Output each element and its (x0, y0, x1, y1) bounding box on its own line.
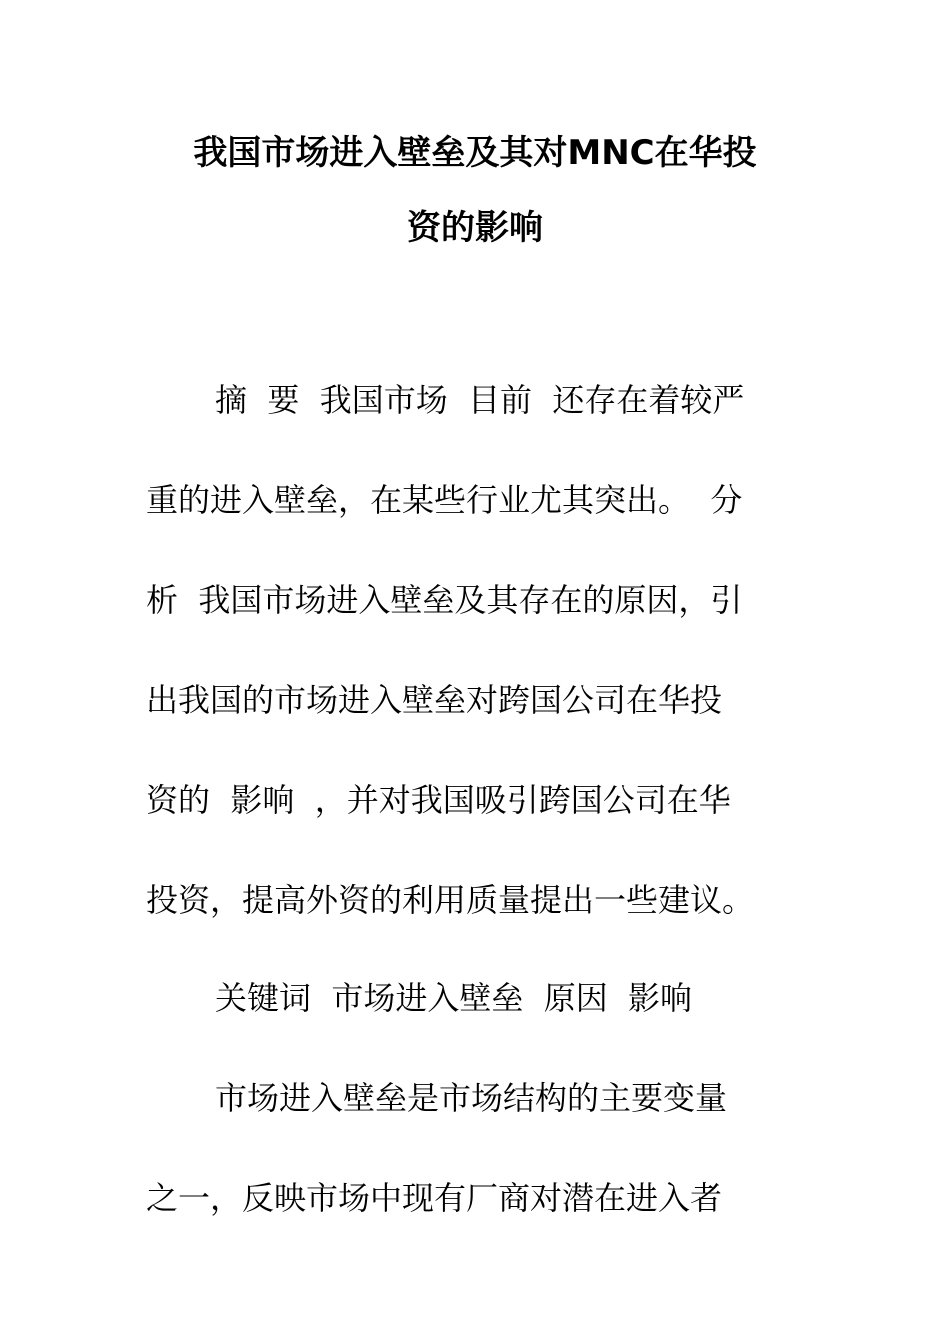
abstract-line-4: 出我国的市场进入壁垒对跨国公司在华投 (146, 681, 723, 719)
document-title-line-2: 资的影响 (407, 208, 543, 248)
abstract-line-5: 资的 影响 ，并对我国吸引跨国公司在华 (146, 781, 731, 819)
document-title-line-1: 我国市场进入壁垒及其对MNC在华投 (193, 133, 757, 173)
body-paragraph-line-2: 之一，反映市场中现有厂商对潜在进入者 (146, 1179, 723, 1217)
abstract-line-2: 重的进入壁垒，在某些行业尤其突出。 分 (146, 481, 743, 519)
abstract-line-3: 析 我国市场进入壁垒及其存在的原因，引 (146, 581, 743, 619)
keywords-line: 关键词 市场进入壁垒 原因 影响 (215, 979, 693, 1017)
abstract-line-1: 摘 要 我国市场 目前 还存在着较严 (215, 381, 745, 419)
body-paragraph-line-1: 市场进入壁垒是市场结构的主要变量 (215, 1079, 728, 1117)
abstract-line-6: 投资，提高外资的利用质量提出一些建议。 (146, 881, 755, 919)
